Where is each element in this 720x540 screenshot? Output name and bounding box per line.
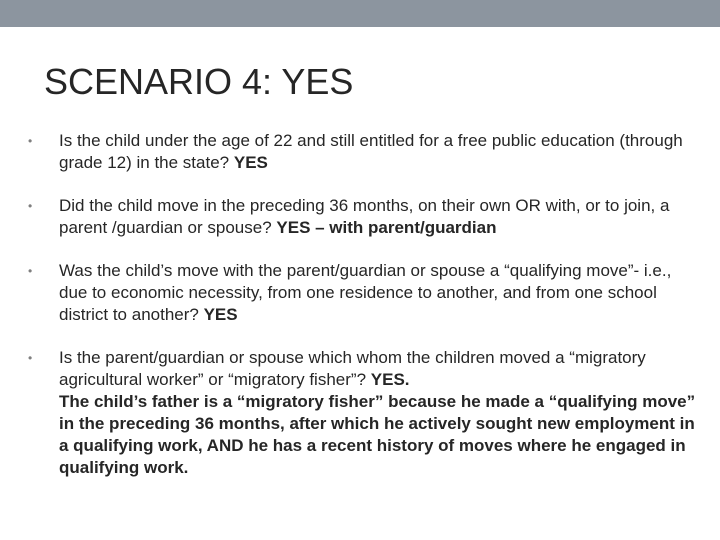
- bullet-dot-icon: •: [28, 264, 33, 278]
- bullet-question: Did the child move in the preceding 36 months, on their own OR with, or to join, a parent /guardian or spouse?: [59, 196, 670, 237]
- bullet-item-qualifying-move: [28, 260, 698, 326]
- bullet-list: [28, 130, 698, 500]
- bullet-answer: YES: [203, 305, 238, 324]
- bullet-answer: YES: [233, 153, 268, 172]
- slide-title: SCENARIO 4: YES: [44, 61, 354, 102]
- bullet-dot-icon: •: [28, 199, 33, 213]
- bullet-item-move: [28, 195, 698, 239]
- bullet-explanation: The child’s father is a “migratory fisher” because he made a “qualifying move” in the preceding 36 months, after which he actively sought new employment in a qualifying work, AND he has a recent history of moves where he engaged in qualifying work.: [59, 392, 696, 477]
- bullet-dot-icon: •: [28, 134, 33, 148]
- bullet-answer: YES – with parent/guardian: [276, 218, 497, 237]
- bullet-answer: YES.: [370, 370, 410, 389]
- top-accent-band: [0, 0, 720, 27]
- bullet-item-migratory-worker: [28, 347, 698, 479]
- bullet-question: Was the child’s move with the parent/guardian or spouse a “qualifying move”- i.e., due to economic necessity, from one residence to another, and from one school district to another?: [59, 261, 672, 324]
- bullet-item-age: [28, 130, 698, 174]
- bullet-question: Is the child under the age of 22 and still entitled for a free public education (through grade 12) in the state?: [59, 131, 683, 172]
- bullet-question: Is the parent/guardian or spouse which whom the children moved a “migratory agricultural worker” or “migratory fisher”?: [59, 348, 646, 389]
- bullet-dot-icon: •: [28, 351, 33, 365]
